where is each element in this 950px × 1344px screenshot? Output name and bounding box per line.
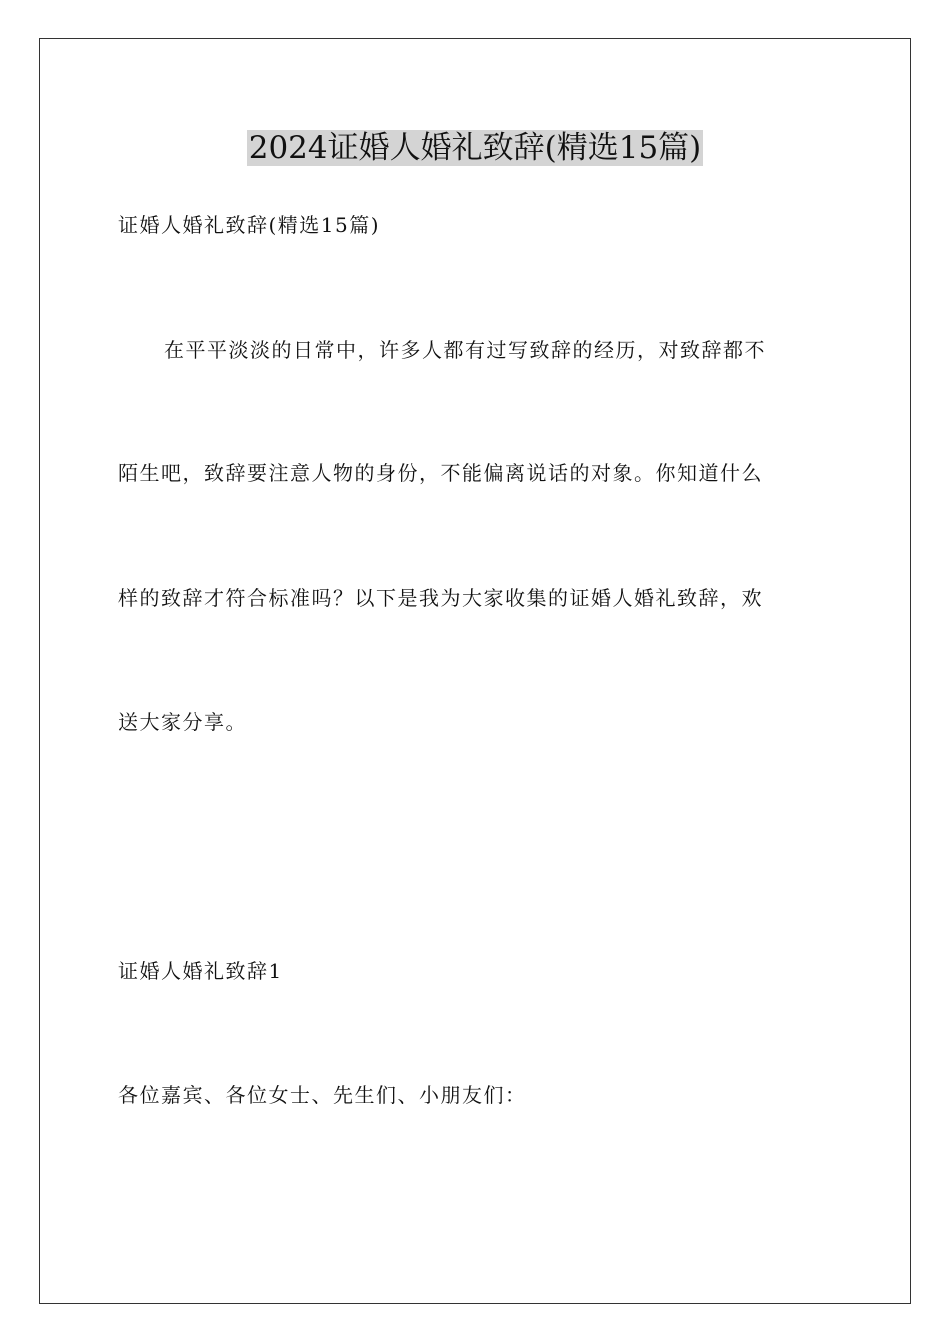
intro-line-3: 样的致辞才符合标准吗？以下是我为大家收集的证婚人婚礼致辞，欢 — [118, 586, 763, 610]
section-heading: 证婚人婚礼致辞1 — [118, 959, 283, 983]
intro-line-1: 在平平淡淡的日常中，许多人都有过写致辞的经历，对致辞都不 — [164, 338, 766, 362]
salutation: 各位嘉宾、各位女士、先生们、小朋友们： — [118, 1083, 527, 1107]
intro-line-2: 陌生吧，致辞要注意人物的身份，不能偏离说话的对象。你知道什么 — [118, 461, 763, 485]
document-subtitle: 证婚人婚礼致辞(精选15篇) — [118, 213, 381, 237]
document-title — [0, 126, 950, 170]
document-title-text: 2024证婚人婚礼致辞(精选15篇) — [248, 130, 702, 166]
intro-line-4: 送大家分享。 — [118, 710, 247, 734]
